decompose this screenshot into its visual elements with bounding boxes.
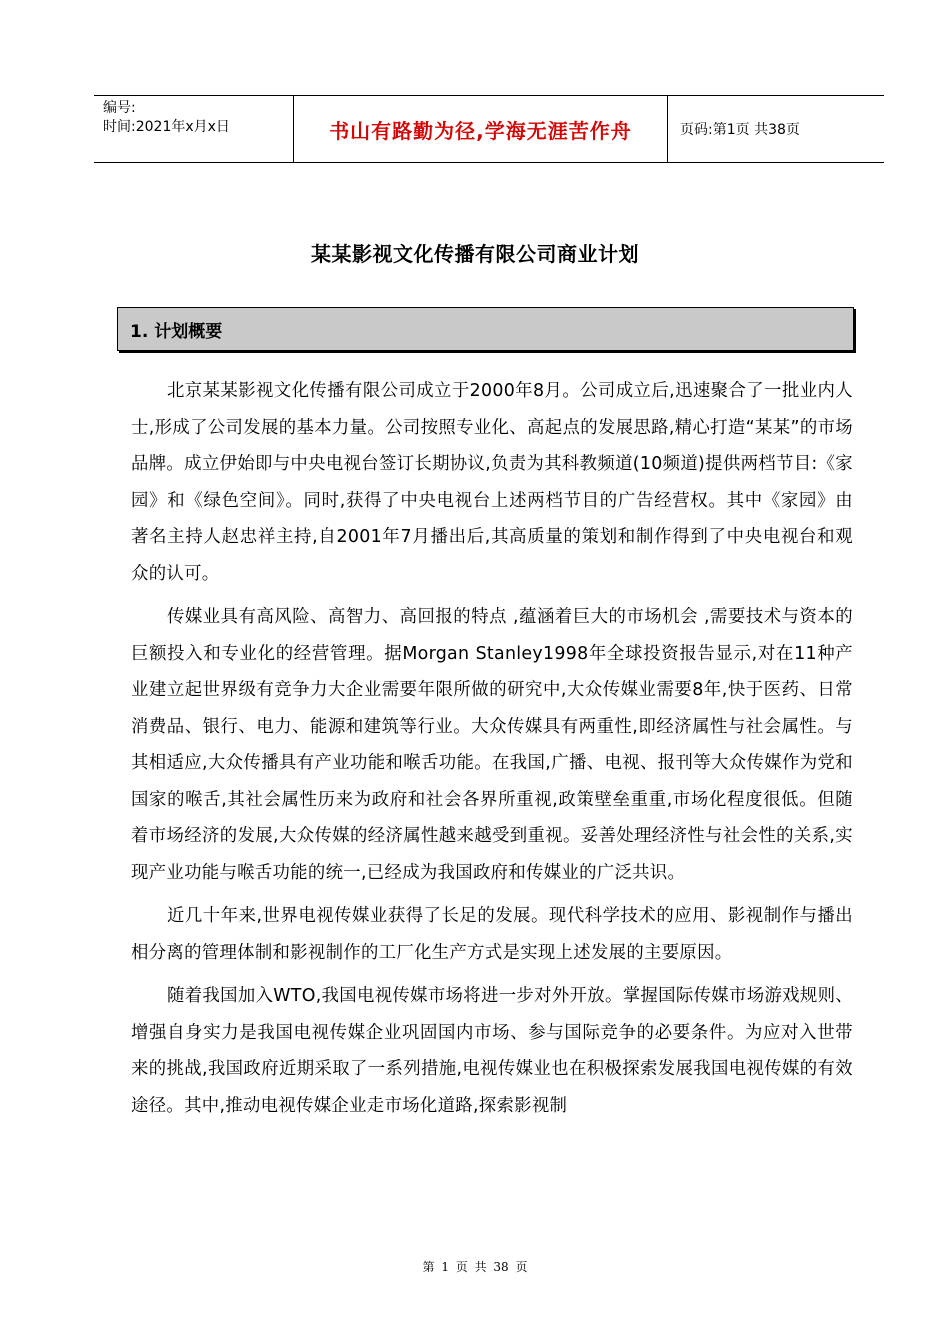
- header-meta-cell: [94, 96, 294, 162]
- page-footer: 第 1 页 共 38 页: [422, 1260, 528, 1274]
- body-paragraph: 北京某某影视文化传播有限公司成立于2000年8月。公司成立后,迅速聚合了一批业内人士,形成了公司发展的基本力量。公司按照专业化、高起点的发展思路,精心打造“某某”的市场品牌。成立伊始即与中央电视台签订长期协议,负责为其科教频道(10频道)提供两档节目:《家园》和《绿色空间》。同时,获得了中央电视台上述两档节目的广告经营权。其中《家园》由著名主持人赵忠祥主持,自2001年7月播出后,其高质量的策划和制作得到了中央电视台和观众的认可。: [131, 381, 853, 584]
- document-body: [131, 373, 853, 1131]
- document-number-label: 编号:: [103, 100, 136, 116]
- page-header: [94, 95, 884, 163]
- body-paragraph: 传媒业具有高风险、高智力、高回报的特点 ,蕴涵着巨大的市场机会 ,需要技术与资本的巨额投入和专业化的经营管理。据Morgan Stanley1998年全球投资报告显示,对在11种产业建立起世界级有竞争力大企业需要年限所做的研究中,大众传媒业需要8年,快于医药、日常消费品、银行、电力、能源和建筑等行业。大众传媒具有两重性,即经济属性与社会属性。与其相适应,大众传播具有产业功能和喉舌功能。在我国,广播、电视、报刊等大众传媒作为党和国家的喉舌,其社会属性历来为政府和社会各界所重视,政策壁垒重重,市场化程度很低。但随着市场经济的发展,大众传媒的经济属性越来越受到重视。妥善处理经济性与社会性的关系,实现产业功能与喉舌功能的统一,已经成为我国政府和传媒业的广泛共识。: [131, 607, 853, 883]
- header-page-cell: [668, 96, 884, 162]
- header-motto: 书山有路勤为径,学海无涯苦作舟: [329, 118, 632, 143]
- section-heading: [117, 307, 854, 351]
- body-paragraph: 随着我国加入WTO,我国电视传媒市场将进一步对外开放。掌握国际传媒市场游戏规则、增强自身实力是我国电视传媒企业巩固国内市场、参与国际竞争的必要条件。为应对入世带来的挑战,我国政府近期采取了一系列措施,电视传媒业也在积极探索发展我国电视传媒的有效途径。其中,推动电视传媒企业走市场化道路,探索影视制: [131, 986, 853, 1116]
- header-motto-cell: [294, 96, 668, 162]
- section-heading-text: 1. 计划概要: [130, 321, 223, 342]
- document-time-label: 时间:2021年x月x日: [103, 119, 230, 135]
- body-paragraph: 近几十年来,世界电视传媒业获得了长足的发展。现代科学技术的应用、影视制作与播出相分离的管理体制和影视制作的工厂化生产方式是实现上述发展的主要原因。: [131, 906, 853, 963]
- document-title: 某某影视文化传播有限公司商业计划: [311, 242, 639, 266]
- header-page-number: 页码:第1页 共38页: [680, 122, 800, 138]
